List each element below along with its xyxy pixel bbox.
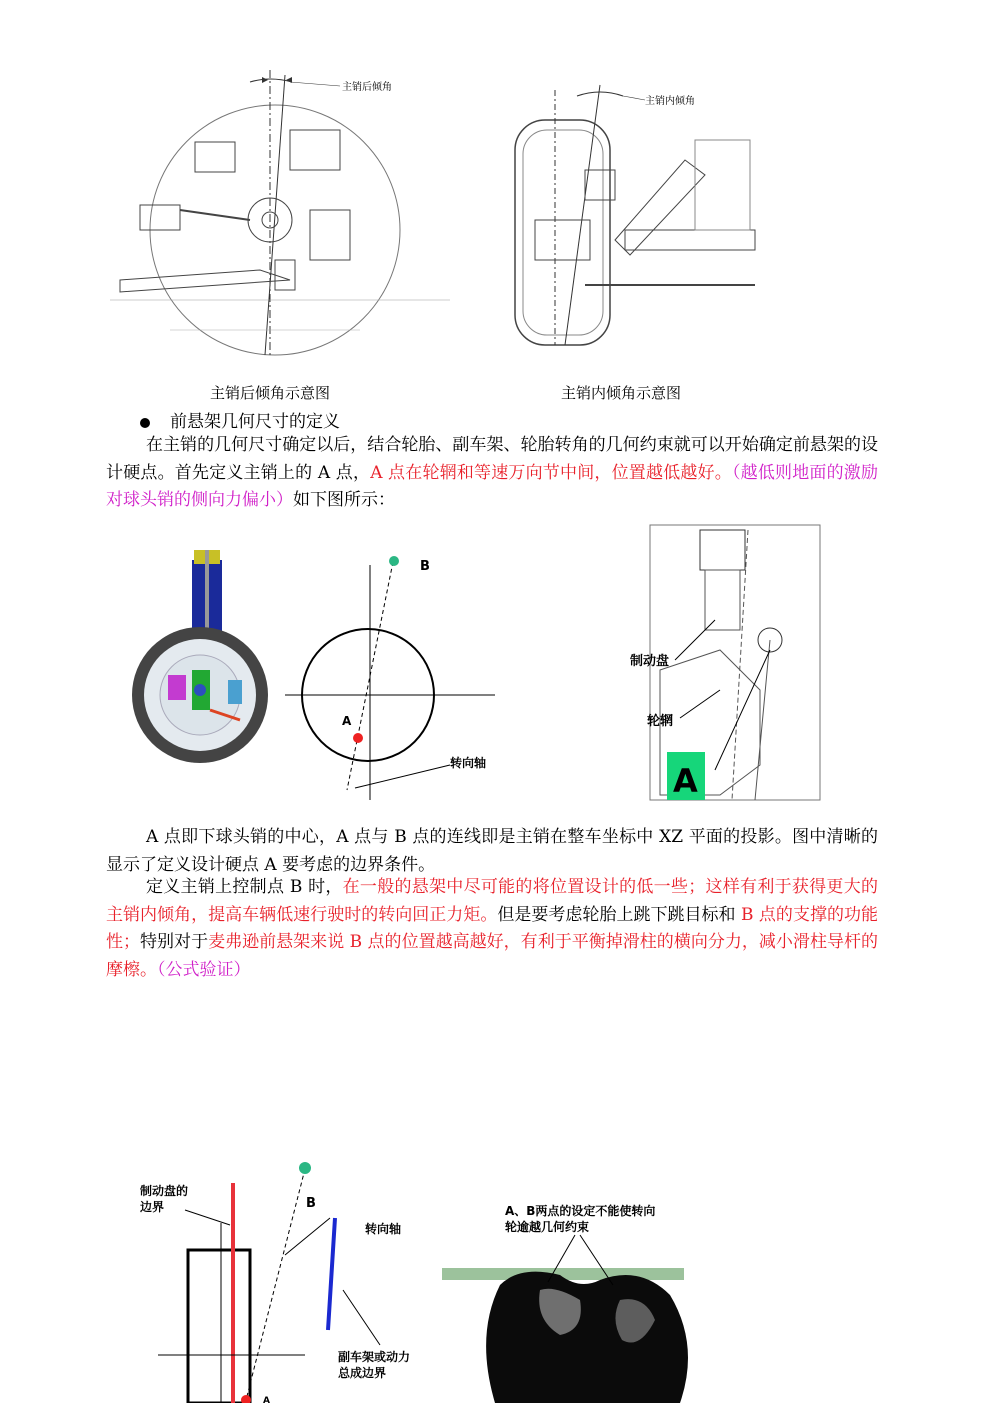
section-heading-text: 前悬架几何尺寸的定义 xyxy=(170,412,340,432)
tire-envelope-figure xyxy=(440,1195,690,1403)
bullet-icon xyxy=(140,418,150,428)
para1-magenta: （越低则地面的激励对球头销的侧向力偏小） xyxy=(106,462,878,510)
kingpin-inclination-figure xyxy=(505,80,765,350)
subframe-label-2: 总成边界 xyxy=(338,1366,387,1380)
hardpoint-b-figure xyxy=(130,1155,450,1403)
wheel-rim-label: 轮辋 xyxy=(647,714,674,729)
kingpin-inclination-label: 主销内倾角 xyxy=(645,96,695,107)
bottom-point-a-label: A xyxy=(263,1396,270,1403)
bottom-steering-axis-label: 转向轴 xyxy=(365,1222,402,1236)
caster-angle-figure xyxy=(110,70,450,360)
para3-magenta: （公式验证） xyxy=(157,959,251,980)
hardpoint-a-figure xyxy=(120,520,840,810)
para1-text: 在主销的几何尺寸确定以后，结合轮胎、副车架、轮胎转角的几何约束就可以开始确定前悬架的设计硬点。首先定义主销上的 A 点， xyxy=(106,435,878,483)
para1-red: A 点在轮辋和等速万向节中间，位置越低越好。 xyxy=(370,462,732,483)
para1-text-2: 如下图所示： xyxy=(293,490,395,510)
tire-note-line-2: 轮逾越几何约束 xyxy=(505,1220,590,1234)
paragraph-hardpoint-a xyxy=(106,432,878,515)
point-a-label: A xyxy=(342,714,352,728)
brake-disc-label: 制动盘 xyxy=(630,654,670,669)
bottom-point-b-label: B xyxy=(306,1196,316,1211)
caster-angle-label: 主销后倾角 xyxy=(342,82,392,93)
caption-caster: 主销后倾角示意图 xyxy=(210,384,331,402)
big-a-label: A xyxy=(673,762,698,800)
tire-note-line-1: A、B两点的设定不能使转向 xyxy=(505,1204,656,1218)
point-b-label: B xyxy=(420,559,430,574)
para3-red-2: B 点的支撑的功能性； xyxy=(106,904,879,952)
para3-text-3: 特别对于 xyxy=(140,932,209,952)
paragraph-point-a: A 点即下球头销的中心，A 点与 B 点的连线即是主销在整车坐标中 XZ 平面的投影。图中清晰的显示了定义设计硬点 A 要考虑的边界条件。 xyxy=(106,827,878,875)
para3-red-3: 麦弗逊前悬架来说 B 点的位置越高越好，有利于平衡掉滑柱的横向分力，减小滑柱导杆的摩檫。 xyxy=(106,932,878,980)
subframe-label-1: 副车架或动力 xyxy=(338,1350,411,1364)
caption-kingpin: 主销内倾角示意图 xyxy=(561,384,682,402)
para3-red-1: 在一般的悬架中尽可能的将位置设计的低一些；这样有利于获得更大的主销内倾角，提高车辆低速行驶时的转向回正力矩。 xyxy=(106,877,878,925)
brake-edge-label-1: 制动盘的 xyxy=(140,1184,189,1198)
paragraph-point-b xyxy=(106,874,878,984)
para3-text-2: 但是要考虑轮胎上跳下跳目标和 xyxy=(497,904,741,925)
steering-axis-label: 转向轴 xyxy=(450,756,487,770)
section-heading xyxy=(140,407,340,432)
wheel-assembly-icon xyxy=(132,550,268,763)
brake-edge-label-2: 边界 xyxy=(140,1200,165,1214)
para3-text: 定义主销上控制点 B 时， xyxy=(146,877,343,897)
